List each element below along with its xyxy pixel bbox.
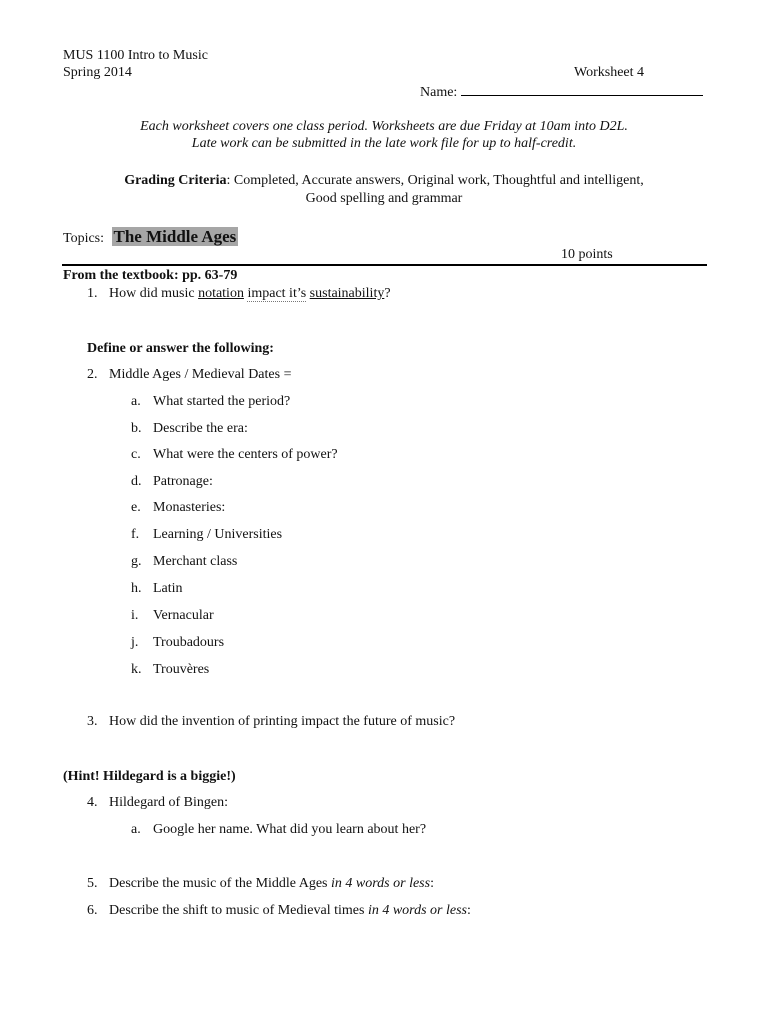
- item-letter: j.: [131, 635, 139, 650]
- item-letter: f.: [131, 527, 140, 542]
- item-text: What were the centers of power?: [153, 447, 338, 462]
- sub-item-d: [131, 473, 213, 490]
- divider: [62, 264, 707, 266]
- worksheet-number: Worksheet 4: [574, 65, 645, 80]
- sub-item-i: [131, 607, 214, 624]
- sub-item-f: [131, 526, 282, 543]
- question-emphasis: in 4 words or less: [331, 876, 431, 891]
- item-text: Google her name. What did you learn about her?: [153, 822, 427, 837]
- item-text: Describe the era:: [153, 421, 248, 436]
- grading-criteria-text: : Completed, Accurate answers, Original work, Thoughtful and intelligent,: [226, 173, 644, 188]
- item-letter: a.: [131, 822, 141, 837]
- underlined-word-sustainability: sustainability: [309, 286, 385, 301]
- item-letter: g.: [131, 554, 142, 569]
- sub-item-h: [131, 580, 183, 597]
- question-2: [87, 366, 291, 383]
- flagged-phrase: impact it’s: [247, 286, 307, 301]
- question-text-end: :: [467, 903, 471, 918]
- item-letter: d.: [131, 474, 142, 489]
- sub-item-c: [131, 446, 338, 463]
- question-5: [87, 875, 434, 892]
- instructions-line-2: Late work can be submitted in the late work file for up to half-credit.: [191, 136, 577, 151]
- question-text: Hildegard of Bingen:: [109, 795, 228, 810]
- question-text: Describe the shift to music of Medieval times: [109, 903, 368, 918]
- item-text: Merchant class: [153, 554, 238, 569]
- hint: (Hint! Hildegard is a biggie!): [63, 769, 236, 784]
- question-text: ?: [384, 286, 391, 301]
- question-text: Middle Ages / Medieval Dates =: [109, 367, 292, 382]
- topics-row: [63, 226, 238, 247]
- question-number: 5.: [87, 876, 98, 891]
- item-text: Monasteries:: [153, 500, 226, 515]
- item-letter: e.: [131, 500, 141, 515]
- question-text: How did the invention of printing impact the future of music?: [109, 714, 456, 729]
- name-field: [420, 83, 703, 101]
- item-letter: c.: [131, 447, 141, 462]
- sub-item-b: [131, 420, 248, 437]
- textbook-reference: From the textbook: pp. 63-79: [63, 268, 238, 283]
- sub-item-a: [131, 393, 290, 410]
- question-text: Describe the music of the Middle Ages: [109, 876, 332, 891]
- item-letter: i.: [131, 608, 139, 623]
- question-text-end: :: [430, 876, 434, 891]
- grading-criteria-line-1: [0, 172, 768, 189]
- item-text: Latin: [153, 581, 183, 596]
- item-letter: h.: [131, 581, 142, 596]
- name-blank-line: [461, 83, 703, 96]
- question-4: [87, 794, 228, 811]
- topics-label: Topics:: [63, 231, 105, 246]
- question-number: 4.: [87, 795, 98, 810]
- item-text: Troubadours: [153, 635, 225, 650]
- item-text: Trouvères: [153, 662, 210, 677]
- item-text: What started the period?: [153, 394, 291, 409]
- question-4-sub-a: [131, 821, 426, 838]
- grading-criteria-label: Grading Criteria: [124, 173, 227, 188]
- item-letter: k.: [131, 662, 142, 677]
- question-number: 1.: [87, 286, 98, 301]
- question-number: 3.: [87, 714, 98, 729]
- sub-item-g: [131, 553, 237, 570]
- item-letter: a.: [131, 394, 141, 409]
- topics-value: The Middle Ages: [113, 227, 237, 246]
- course-title: MUS 1100 Intro to Music: [63, 48, 208, 63]
- grading-criteria-line-2: Good spelling and grammar: [305, 191, 463, 206]
- item-letter: b.: [131, 421, 142, 436]
- instructions-line-1: Each worksheet covers one class period. Worksheets are due Friday at 10am into D2L.: [140, 119, 628, 134]
- term: Spring 2014: [63, 65, 132, 80]
- points-value: 10 points: [561, 247, 613, 262]
- sub-item-k: [131, 661, 209, 678]
- question-number: 2.: [87, 367, 98, 382]
- underlined-word-notation: notation: [198, 286, 244, 301]
- name-label: Name:: [420, 85, 458, 100]
- item-text: Patronage:: [153, 474, 213, 489]
- question-number: 6.: [87, 903, 98, 918]
- sub-item-e: [131, 499, 225, 516]
- question-text: How did music: [109, 286, 199, 301]
- define-heading: Define or answer the following:: [87, 341, 274, 356]
- question-emphasis: in 4 words or less: [367, 903, 468, 918]
- item-text: Learning / Universities: [153, 527, 283, 542]
- question-3: [87, 713, 455, 730]
- sub-item-j: [131, 634, 224, 651]
- question-6: [87, 902, 471, 919]
- question-1: [87, 285, 391, 302]
- item-text: Vernacular: [153, 608, 214, 623]
